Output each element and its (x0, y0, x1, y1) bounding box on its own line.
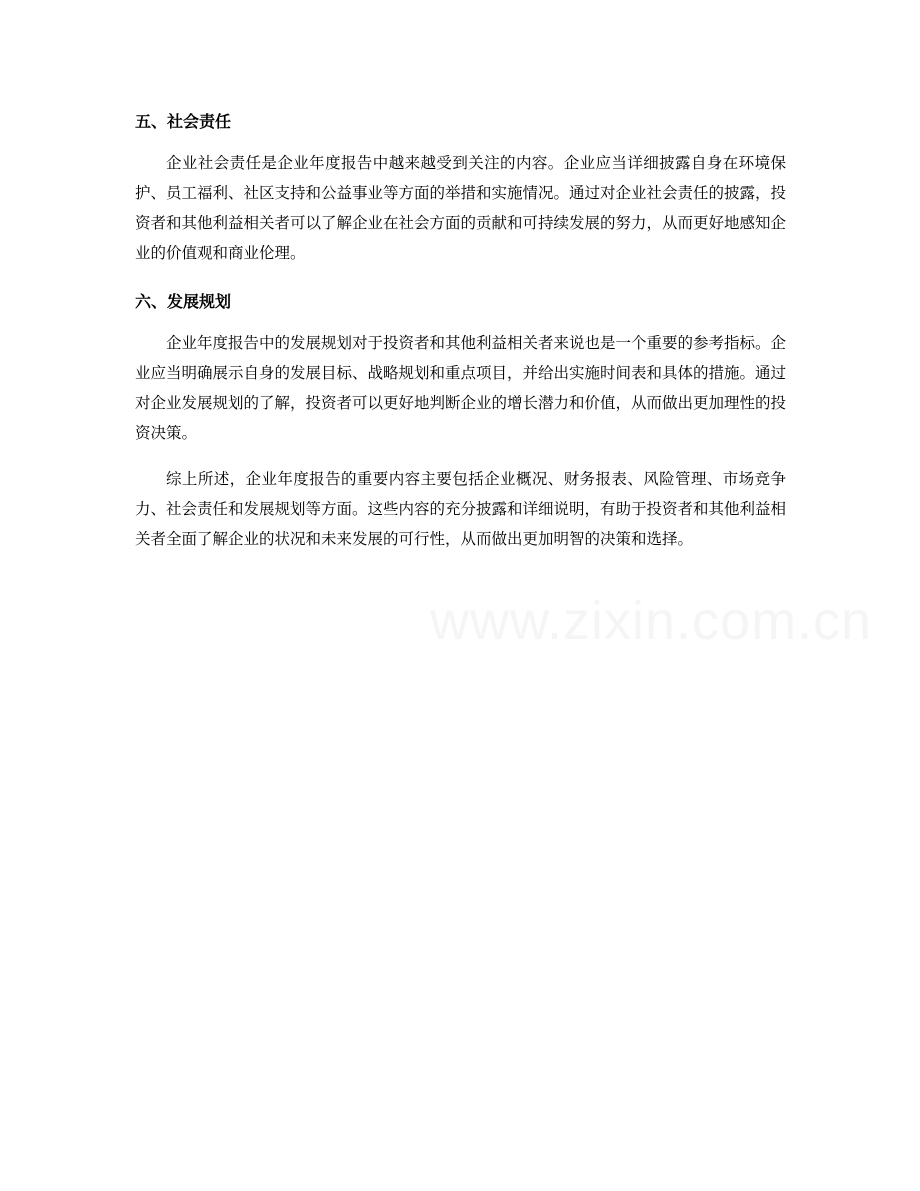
document-page (135, 108, 786, 568)
section-paragraph-development-plan: 企业年度报告中的发展规划对于投资者和其他利益相关者来说也是一个重要的参考指标。企业应当明确展示自身的发展目标、战略规划和重点项目，并给出实施时间表和具体的措施。通过对企业发展规划的了解，投资者可以更好地判断企业的增长潜力和价值，从而做出更加理性的投资决策。 (135, 334, 787, 442)
watermark-text: www.zixin.com.cn (430, 591, 873, 651)
conclusion-paragraph: 综上所述，企业年度报告的重要内容主要包括企业概况、财务报表、风险管理、市场竞争力、社会责任和发展规划等方面。这些内容的充分披露和详细说明，有助于投资者和其他利益相关者全面了解企业的状况和未来发展的可行性，从而做出更加明智的决策和选择。 (135, 470, 787, 548)
section-paragraph-social-responsibility: 企业社会责任是企业年度报告中越来越受到关注的内容。企业应当详细披露自身在环境保护、员工福利、社区支持和公益事业等方面的举措和实施情况。通过对企业社会责任的披露，投资者和其他利益相关者可以了解企业在社会方面的贡献和可持续发展的努力，从而更好地感知企业的价值观和商业伦理。 (135, 154, 787, 262)
section-heading-social-responsibility: 五、社会责任 (135, 112, 232, 131)
section-heading-development-plan: 六、发展规划 (135, 292, 232, 311)
